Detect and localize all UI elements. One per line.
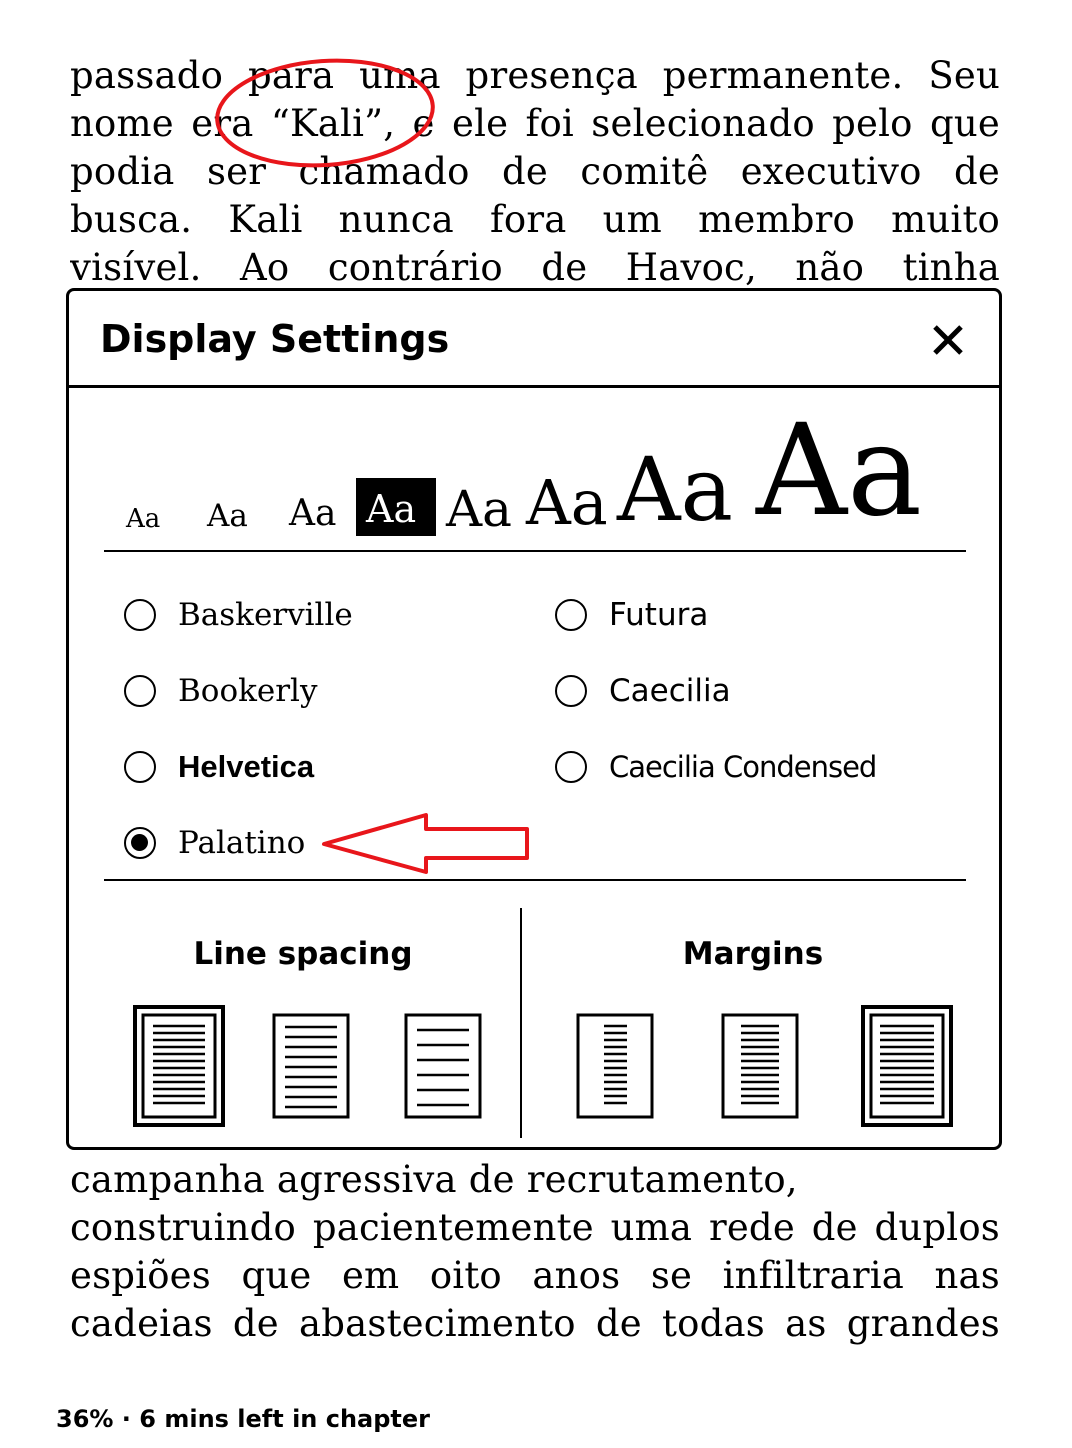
radio-icon	[124, 675, 156, 707]
margin-small-icon[interactable]	[863, 1007, 951, 1125]
radio-icon	[555, 675, 587, 707]
panel-title: Display Settings	[100, 317, 450, 361]
line-spacing-small-icon[interactable]	[135, 1007, 223, 1125]
vertical-divider	[520, 908, 522, 1138]
font-label: Futura	[609, 597, 709, 633]
margin-medium-icon[interactable]	[723, 1015, 797, 1117]
font-size-option-3[interactable]: Aa	[289, 493, 337, 534]
font-option-bookerly[interactable]	[124, 669, 318, 713]
radio-icon	[555, 599, 587, 631]
book-line: construindo pacientemente uma rede de duplos	[70, 1206, 1000, 1249]
font-label: Caecilia	[609, 673, 731, 709]
line-spacing-large-icon[interactable]	[406, 1015, 480, 1117]
font-label: Bookerly	[178, 673, 318, 709]
radio-icon	[124, 599, 156, 631]
divider	[104, 879, 966, 881]
font-size-option-8[interactable]: Aa	[756, 397, 923, 544]
radio-icon	[555, 751, 587, 783]
margin-large-icon[interactable]	[578, 1015, 652, 1117]
book-line: podia ser chamado de comitê executivo de	[70, 150, 1000, 193]
book-line: nome era “Kali”, e ele foi selecionado pelo que	[70, 102, 1000, 145]
book-line: busca. Kali nunca fora um membro muito	[70, 198, 1000, 241]
font-label: Caecilia Condensed	[609, 750, 877, 784]
font-size-option-5[interactable]: Aa	[446, 480, 512, 538]
font-label: Helvetica	[178, 749, 315, 784]
font-option-baskerville[interactable]	[124, 593, 353, 637]
font-option-futura[interactable]	[555, 593, 708, 637]
book-line: visível. Ao contrário de Havoc, não tinha	[70, 246, 1000, 288]
font-option-caecilia[interactable]	[555, 669, 731, 713]
font-label: Baskerville	[178, 597, 353, 633]
font-label: Palatino	[178, 825, 306, 861]
font-option-caecilia-condensed[interactable]	[555, 745, 876, 789]
close-icon	[931, 323, 965, 357]
panel-header	[69, 291, 999, 388]
book-line: passado para uma presença permanente. Seu	[70, 54, 1000, 97]
close-button[interactable]	[931, 323, 965, 357]
book-line: cadeias de abastecimento de todas as grandes	[70, 1302, 1000, 1345]
line-spacing-medium-icon[interactable]	[274, 1015, 348, 1117]
font-size-option-7[interactable]: Aa	[617, 438, 734, 541]
margins-label: Margins	[682, 936, 824, 972]
book-line: campanha agressiva de recrutamento,	[70, 1158, 798, 1201]
font-option-palatino[interactable]	[124, 821, 305, 865]
font-size-option-4[interactable]: Aa	[356, 478, 436, 536]
font-size-option-2[interactable]: Aa	[207, 498, 248, 534]
line-spacing-label: Line spacing	[193, 936, 413, 972]
book-line: espiões que em oito anos se infiltraria nas	[70, 1254, 1000, 1297]
reading-progress-status: 36% · 6 mins left in chapter	[56, 1405, 431, 1433]
radio-icon	[124, 751, 156, 783]
font-option-helvetica[interactable]	[124, 745, 314, 789]
divider	[104, 550, 966, 552]
font-size-option-6[interactable]: Aa	[526, 466, 608, 539]
radio-selected-icon	[124, 827, 156, 859]
font-size-option-1[interactable]: Aa	[126, 504, 161, 534]
